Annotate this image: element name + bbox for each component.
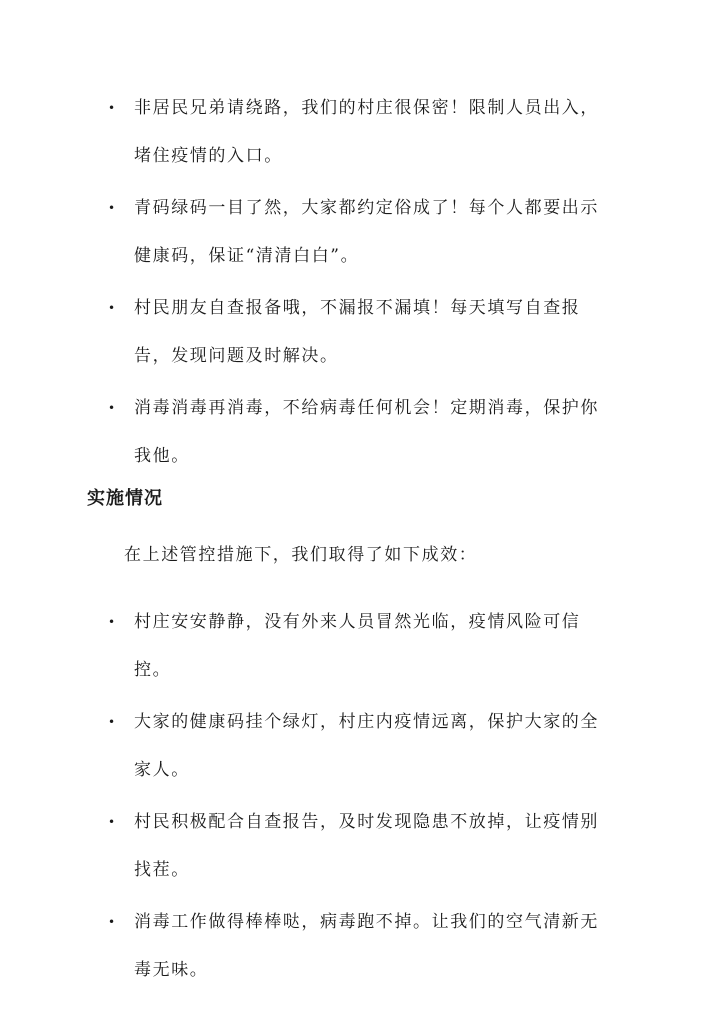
bullet-icon: • — [108, 815, 117, 829]
bullet-icon: • — [108, 915, 117, 929]
list-item — [0, 898, 617, 994]
list-item — [0, 84, 617, 180]
bullet-icon: • — [108, 301, 117, 315]
section-intro: 在上述管控措施下，我们取得了如下成效： — [124, 545, 478, 565]
list-item-text: 消毒消毒再消毒，不给病毒任何机会！定期消毒，保护你我他。 — [134, 398, 599, 466]
list-item — [0, 184, 617, 280]
list-item-text: 村民积极配合自查报告，及时发现隐患不放掉，让疫情别找茬。 — [134, 812, 599, 880]
list-item — [0, 798, 617, 894]
list-item-text: 村庄安安静静，没有外来人员冒然光临，疫情风险可信控。 — [134, 612, 581, 680]
list-item — [0, 384, 617, 480]
section-heading: 实施情况 — [87, 488, 163, 509]
list-item-text: 青码绿码一目了然，大家都约定俗成了！每个人都要出示健康码，保证“清清白白”。 — [134, 198, 599, 266]
list-item — [0, 284, 617, 380]
list-item-text: 大家的健康码挂个绿灯，村庄内疫情远离，保护大家的全家人。 — [134, 712, 599, 780]
bullet-icon: • — [108, 401, 117, 415]
list-item-text: 非居民兄弟请绕路，我们的村庄很保密！限制人员出入，堵住疫情的入口。 — [134, 98, 599, 166]
measures-list — [0, 84, 720, 484]
bullet-icon: • — [108, 615, 117, 629]
bullet-icon: • — [108, 715, 117, 729]
list-item — [0, 698, 617, 794]
list-item-text: 消毒工作做得棒棒哒，病毒跑不掉。让我们的空气清新无毒无味。 — [134, 912, 599, 980]
list-item — [0, 598, 617, 694]
list-item-text: 村民朋友自查报备哦，不漏报不漏填！每天填写自查报告，发现问题及时解决。 — [134, 298, 581, 366]
results-list — [0, 598, 720, 998]
bullet-icon: • — [108, 201, 117, 215]
bullet-icon: • — [108, 101, 117, 115]
